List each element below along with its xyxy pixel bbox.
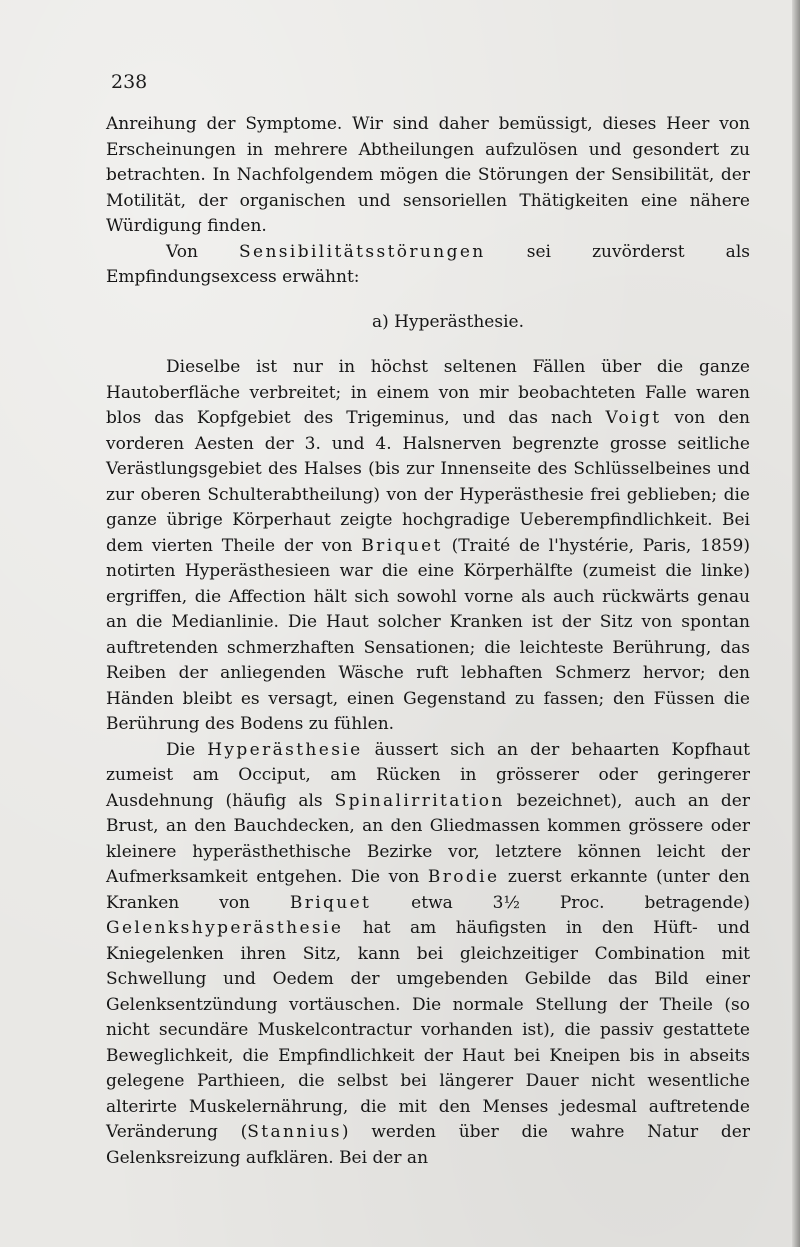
spaced-emphasis-text: Spinalirritation <box>334 790 505 811</box>
text-run: Von <box>166 241 240 262</box>
spaced-emphasis-text: Brodie <box>427 867 500 887</box>
spaced-emphasis-text: Sensibilitätsstörungen <box>239 241 486 262</box>
page-number: 238 <box>111 71 148 93</box>
text-run: hat am häufigsten in den Hüft- und Kniegelenken ihren Sitz, kann bei gleichzeitiger Combination mit Schwellung und Oedem der umgebenden Gebilde das Bild einer Gelenksentzündung vortäuschen. Die normale Stellung der Theile (so nicht secundäre Muskelcontractur vorhanden ist), die passiv gestattete Beweglichkeit, die Empfindlichkeit der Haut bei Kneipen bis in abseits gelegene Parthieen, die selbst bei längerer Dauer nicht wesentliche alterirte Muskelernährung, die mit den Menses jedesmal auftretende Veränderung ( <box>106 918 750 1142</box>
body-text <box>106 112 750 1171</box>
spaced-emphasis-text: Briquet <box>361 535 443 556</box>
text-run: zuerst erkannte (unter den Kranken von <box>106 867 750 913</box>
spaced-emphasis-text: Briquet <box>289 892 372 913</box>
page-edge-shadow <box>792 0 800 1247</box>
paragraph <box>106 240 750 291</box>
spaced-emphasis-text: Hyperästhesie <box>207 739 363 760</box>
section-heading <box>106 291 750 356</box>
text-run: a) Hyperästhesie. <box>372 311 524 332</box>
text-run: ) werden über die wahre Natur der Gelenksreizung aufklären. Bei der an <box>106 1122 750 1168</box>
spaced-emphasis-text: Stannius <box>247 1122 342 1142</box>
text-run: etwa 3½ Proc. betragende) <box>371 892 750 913</box>
paragraph <box>106 738 750 1172</box>
text-run: sei zuvörderst als Empfindungsexcess erwähnt: <box>106 241 750 287</box>
text-run: (Traité de l'hystérie, Paris, 1859) notirten Hyperästhesieen war die eine Körperhälfte (zumeist die linke) ergriffen, die Affection hält sich sowohl vorne als auch rückwärts genau an die Medianlinie. Die Haut solcher Kranken ist der Sitz von spontan auftretenden schmerzhaften Sensationen; die leichteste Berührung, das Reiben der anliegenden Wäsche ruft lebhaften Schmerz hervor; den Händen bleibt es versagt, einen Gegenstand zu fassen; den Füssen die Berührung des Bodens zu fühlen. <box>106 535 751 734</box>
text-run: von den vorderen Aesten der 3. und 4. Halsnerven begrenzte grosse seitliche Verästlungsgebiet des Halses (bis zur Innenseite des Schlüsselbeines und zur oberen Schulterabtheilung) von der Hyperästhesie frei geblieben; die ganze übrige Körperhaut zeigte hochgradige Ueberempfindlichkeit. Bei dem vierten Theile der von <box>106 408 750 556</box>
spaced-emphasis-text: Gelenkshyperästhesie <box>106 918 344 938</box>
text-run: bezeichnet), auch an der Brust, an den Bauchdecken, an den Gliedmassen kommen grössere oder kleinere hyperästhethische Bezirke vor, letztere können leicht der Aufmerksamkeit entgehen. Die von <box>106 790 750 887</box>
paragraph <box>106 355 750 738</box>
text-run: äussert sich an der behaarten Kopfhaut zumeist am Occiput, am Rücken in grösserer oder geringerer Ausdehnung (häufig als <box>106 739 751 811</box>
text-run: Die <box>166 739 208 760</box>
text-run: Dieselbe ist nur in höchst seltenen Fällen über die ganze Hautoberfläche verbreitet; in einem von mir beobachteten Falle waren blos das Kopfgebiet des Trigeminus, und das nach <box>106 357 750 428</box>
text-run: Anreihung der Symptome. Wir sind daher bemüssigt, dieses Heer von Erscheinungen in mehrere Abtheilungen aufzulösen und gesondert zu betrachten. In Nachfolgendem mögen die Störungen der Sensibilität, der Motilität, der organischen und sensoriellen Thätigkeiten eine nähere Würdigung finden. <box>106 114 750 236</box>
paragraph <box>106 112 750 240</box>
spaced-emphasis-text: Voigt <box>605 408 662 428</box>
